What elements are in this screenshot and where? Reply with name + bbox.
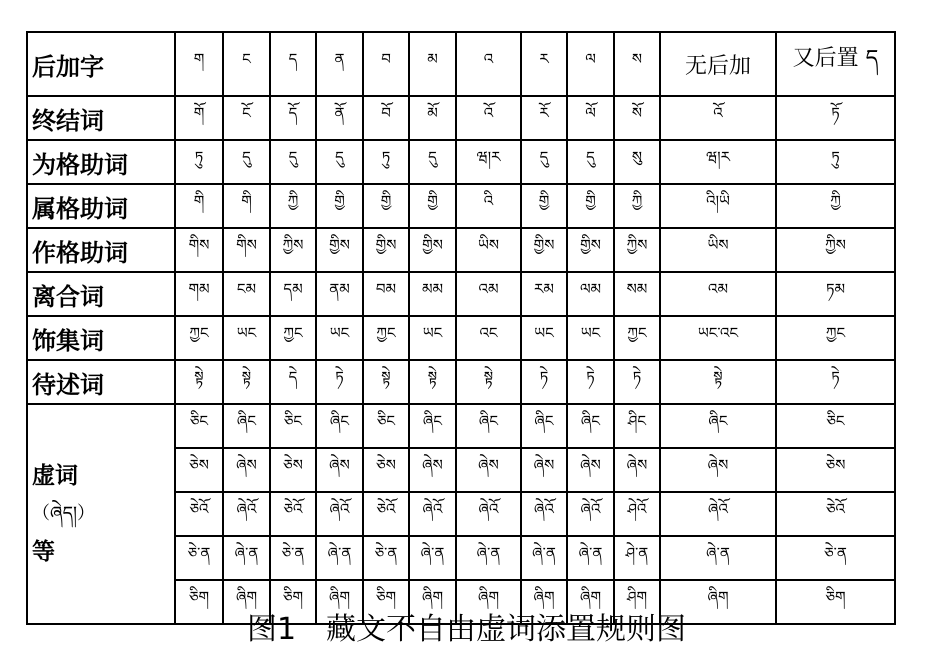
- table-cell: ཀྱི: [614, 184, 660, 228]
- table-row: [27, 228, 895, 272]
- table-cell: ཞེས: [521, 448, 567, 492]
- table-cell: ནོ: [316, 96, 363, 140]
- table-cell: གྱི: [567, 184, 614, 228]
- group-label: [27, 404, 175, 624]
- table-cell: གྱིས: [567, 228, 614, 272]
- table-cell: ཅེས: [363, 448, 409, 492]
- table-cell: དོ: [270, 96, 316, 140]
- table-cell: ཡང: [223, 316, 270, 360]
- header-cell: 又后置 ད: [776, 32, 895, 96]
- table-cell: དུ: [521, 140, 567, 184]
- table-cell: བམ: [363, 272, 409, 316]
- table-cell: ཡང: [409, 316, 456, 360]
- table-cell: ཞིག: [521, 580, 567, 624]
- table-cell: སྟེ: [660, 360, 776, 404]
- row-label: 饰集词: [27, 316, 175, 360]
- header-cell: 无后加: [660, 32, 776, 96]
- table-cell: ངམ: [223, 272, 270, 316]
- table-cell: ཅིག: [175, 580, 223, 624]
- table-cell: ཅིང: [270, 404, 316, 448]
- table-cell: ཅེའོ: [270, 492, 316, 536]
- header-cell: ན: [316, 32, 363, 96]
- table-cell: ཞེ་ན: [223, 536, 270, 580]
- table-cell: ཀྱང: [614, 316, 660, 360]
- header-cell: མ: [409, 32, 456, 96]
- table-cell: གོ: [175, 96, 223, 140]
- row-label: 终结词: [27, 96, 175, 140]
- table-cell: ཞེས: [409, 448, 456, 492]
- table-cell: ཞིག: [660, 580, 776, 624]
- table-cell: ཞིང: [409, 404, 456, 448]
- header-label: 后加字: [27, 32, 175, 96]
- header-row: [27, 32, 895, 96]
- table-cell: གྱིས: [316, 228, 363, 272]
- table-cell: སམ: [614, 272, 660, 316]
- table-cell: ཞེའོ: [521, 492, 567, 536]
- rules-table-container: [26, 31, 896, 625]
- table-cell: ཞེ་ན: [567, 536, 614, 580]
- table-cell: འི།ཡི: [660, 184, 776, 228]
- table-cell: དུ: [223, 140, 270, 184]
- table-cell: ཏེ: [316, 360, 363, 404]
- table-cell: མམ: [409, 272, 456, 316]
- table-cell: ཏེ: [567, 360, 614, 404]
- table-cell: གི: [223, 184, 270, 228]
- table-cell: དམ: [270, 272, 316, 316]
- table-cell: འམ: [456, 272, 521, 316]
- table-cell: ཀྱང: [270, 316, 316, 360]
- table-cell: ཏུ: [175, 140, 223, 184]
- table-row: [27, 360, 895, 404]
- table-cell: འོ: [660, 96, 776, 140]
- table-cell: སྟེ: [456, 360, 521, 404]
- table-cell: ཞེས: [316, 448, 363, 492]
- table-cell: ཤེ་ན: [614, 536, 660, 580]
- table-cell: ཡང: [567, 316, 614, 360]
- table-cell: ཞིང: [223, 404, 270, 448]
- header-cell: ལ: [567, 32, 614, 96]
- row-label: 为格助词: [27, 140, 175, 184]
- table-cell: ཞིང: [521, 404, 567, 448]
- table-cell: ཏམ: [776, 272, 895, 316]
- table-cell: རམ: [521, 272, 567, 316]
- table-cell: ཏེ: [776, 360, 895, 404]
- header-cell: ར: [521, 32, 567, 96]
- table-cell: གྱིས: [409, 228, 456, 272]
- table-cell: རོ: [521, 96, 567, 140]
- table-cell: ཞེའོ: [223, 492, 270, 536]
- table-cell: ཅེས: [175, 448, 223, 492]
- row-label: 待述词: [27, 360, 175, 404]
- table-cell: གིས: [175, 228, 223, 272]
- table-cell: ལམ: [567, 272, 614, 316]
- table-cell: ལོ: [567, 96, 614, 140]
- table-cell: ཀྱང: [776, 316, 895, 360]
- header-cell: ང: [223, 32, 270, 96]
- table-cell: ཤིག: [614, 580, 660, 624]
- table-cell: ཝ།ར: [660, 140, 776, 184]
- table-row: [27, 316, 895, 360]
- table-cell: ནམ: [316, 272, 363, 316]
- table-cell: དུ: [409, 140, 456, 184]
- table-cell: གྱིས: [521, 228, 567, 272]
- table-cell: ཅེ་ན: [363, 536, 409, 580]
- table-cell: ཞེ་ན: [660, 536, 776, 580]
- table-cell: འང: [456, 316, 521, 360]
- table-cell: ཞེའོ: [456, 492, 521, 536]
- row-label: 属格助词: [27, 184, 175, 228]
- table-cell: ཤིང: [614, 404, 660, 448]
- group-label-main: 虚词: [32, 463, 78, 489]
- table-cell: ཅིག: [363, 580, 409, 624]
- table-cell: ཞེའོ: [316, 492, 363, 536]
- table-cell: ཝ།ར: [456, 140, 521, 184]
- table-cell: གྱི: [521, 184, 567, 228]
- table-cell: ཞེ་ན: [409, 536, 456, 580]
- table-cell: ཅིང: [363, 404, 409, 448]
- table-cell: ཞིག: [567, 580, 614, 624]
- table-cell: ཅིག: [270, 580, 316, 624]
- header-cell: འ: [456, 32, 521, 96]
- table-cell: ཞེའོ: [567, 492, 614, 536]
- table-cell: ཞེ་ན: [456, 536, 521, 580]
- table-cell: ཞིང: [567, 404, 614, 448]
- table-cell: ཞིག: [316, 580, 363, 624]
- table-cell: དུ: [270, 140, 316, 184]
- table-cell: དེ: [270, 360, 316, 404]
- rules-table: [26, 31, 896, 625]
- row-label: 作格助词: [27, 228, 175, 272]
- table-cell: ཅིང: [776, 404, 895, 448]
- table-cell: སྟེ: [175, 360, 223, 404]
- table-cell: ཞིང: [660, 404, 776, 448]
- table-row: [27, 404, 895, 448]
- table-cell: ཏོ: [776, 96, 895, 140]
- table-cell: ཅེ་ན: [175, 536, 223, 580]
- table-cell: ཞིག: [409, 580, 456, 624]
- table-cell: ཏུ: [776, 140, 895, 184]
- table-cell: ཅེ་ན: [776, 536, 895, 580]
- table-cell: ཀྱི: [776, 184, 895, 228]
- table-cell: སུ: [614, 140, 660, 184]
- table-cell: ཡང: [521, 316, 567, 360]
- table-cell: ཞེའོ: [660, 492, 776, 536]
- table-cell: ཞེས: [614, 448, 660, 492]
- table-cell: གམ: [175, 272, 223, 316]
- table-cell: ཡིས: [456, 228, 521, 272]
- table-cell: འམ: [660, 272, 776, 316]
- table-cell: ཅེས: [776, 448, 895, 492]
- table-row: [27, 140, 895, 184]
- table-cell: ཀྱང: [175, 316, 223, 360]
- table-cell: ཏེ: [614, 360, 660, 404]
- header-cell: བ: [363, 32, 409, 96]
- table-row: [27, 272, 895, 316]
- table-cell: གིས: [223, 228, 270, 272]
- table-cell: སྟེ: [223, 360, 270, 404]
- table-cell: ཡང་འང: [660, 316, 776, 360]
- table-cell: འོ: [456, 96, 521, 140]
- table-row: [27, 96, 895, 140]
- table-cell: ཞིག: [456, 580, 521, 624]
- table-cell: ཞེས: [567, 448, 614, 492]
- table-cell: སོ: [614, 96, 660, 140]
- header-cell: ག: [175, 32, 223, 96]
- table-cell: ཀྱིས: [270, 228, 316, 272]
- table-cell: ཞིང: [456, 404, 521, 448]
- table-cell: གྱི: [363, 184, 409, 228]
- table-cell: ཅེའོ: [363, 492, 409, 536]
- header-cell: ད: [270, 32, 316, 96]
- table-cell: གི: [175, 184, 223, 228]
- table-cell: ངོ: [223, 96, 270, 140]
- table-cell: ཞེས: [223, 448, 270, 492]
- table-row: [27, 184, 895, 228]
- table-cell: ཅིག: [776, 580, 895, 624]
- table-cell: ཞིག: [223, 580, 270, 624]
- table-cell: དུ: [316, 140, 363, 184]
- table-cell: ཞེ་ན: [316, 536, 363, 580]
- header-cell: ས: [614, 32, 660, 96]
- table-cell: ཞེའོ: [409, 492, 456, 536]
- table-cell: ཅིང: [175, 404, 223, 448]
- table-cell: ཅེ་ན: [270, 536, 316, 580]
- table-cell: ཏེ: [521, 360, 567, 404]
- table-cell: དུ: [567, 140, 614, 184]
- table-cell: གྱིས: [363, 228, 409, 272]
- table-cell: འི: [456, 184, 521, 228]
- group-label-tail: 等: [32, 539, 55, 565]
- group-label-sub: （ཞེད།）: [32, 503, 96, 524]
- table-cell: ཅེའོ: [175, 492, 223, 536]
- table-cell: ཞེས: [660, 448, 776, 492]
- table-cell: བོ: [363, 96, 409, 140]
- table-cell: ཡང: [316, 316, 363, 360]
- table-cell: མོ: [409, 96, 456, 140]
- table-cell: ཀྱིས: [614, 228, 660, 272]
- figure-caption: 图1 藏文不自由虚词添置规则图: [246, 612, 687, 647]
- row-label: 离合词: [27, 272, 175, 316]
- table-cell: ཞེས: [456, 448, 521, 492]
- table-cell: སྟེ: [409, 360, 456, 404]
- table-cell: ཅེའོ: [776, 492, 895, 536]
- table-cell: ཀྱང: [363, 316, 409, 360]
- table-cell: ཀྱིས: [776, 228, 895, 272]
- table-cell: ཏུ: [363, 140, 409, 184]
- table-cell: ཞིང: [316, 404, 363, 448]
- table-cell: ཞེ་ན: [521, 536, 567, 580]
- table-cell: ཅེས: [270, 448, 316, 492]
- table-cell: ཤེའོ: [614, 492, 660, 536]
- table-cell: གྱི: [409, 184, 456, 228]
- table-cell: གྱི: [316, 184, 363, 228]
- table-cell: སྟེ: [363, 360, 409, 404]
- table-cell: ཡིས: [660, 228, 776, 272]
- table-cell: ཀྱི: [270, 184, 316, 228]
